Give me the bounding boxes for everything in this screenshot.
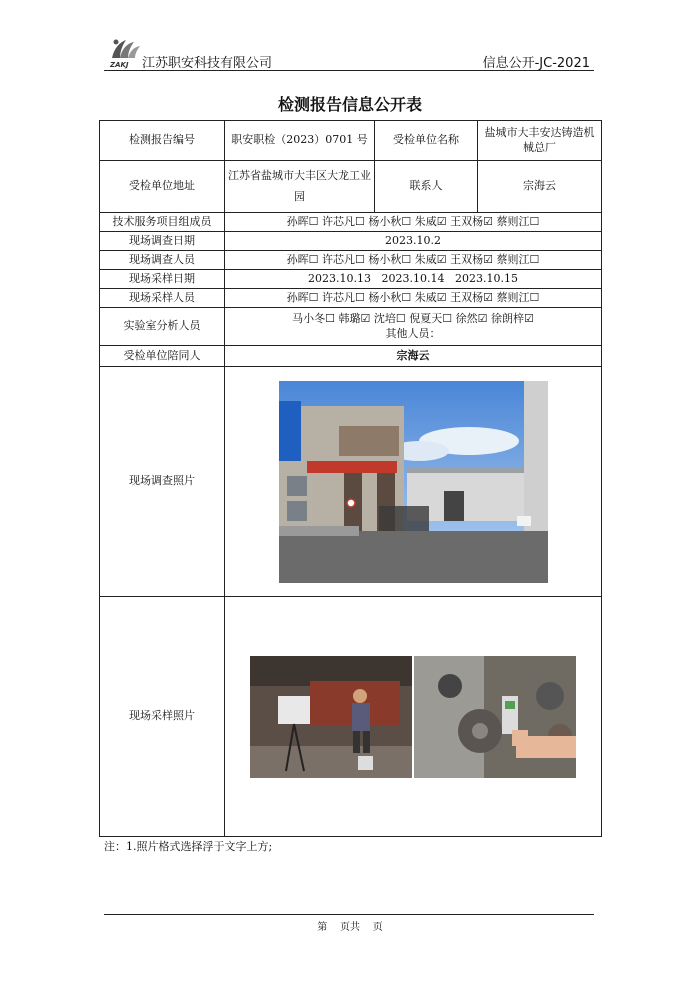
page-number-footer: 第 页共 页	[317, 922, 383, 933]
info-table	[99, 120, 602, 837]
sampling-photo-cell	[225, 597, 602, 837]
surveyors-value: 孙晖☐ 许芯凡☐ 杨小秋☐ 朱威☑ 王双杨☑ 蔡则江☐	[225, 251, 602, 270]
report-no-label: 检测报告编号	[100, 121, 225, 161]
svg-text:ZAKJ: ZAKJ	[110, 61, 129, 69]
company-name: 江苏职安科技有限公司	[142, 56, 273, 71]
survey-photo-label: 现场调查照片	[100, 367, 225, 597]
page-header	[104, 34, 592, 72]
document-code: 信息公开-JC-2021	[482, 56, 590, 71]
survey-date-value: 2023.10.2	[225, 232, 602, 251]
unit-name-value: 盐城市大丰安达铸造机械总厂	[478, 121, 602, 161]
team-label: 技术服务项目组成员	[100, 213, 225, 232]
team-value: 孙晖☐ 许芯凡☐ 杨小秋☐ 朱威☑ 王双杨☑ 蔡则江☐	[225, 213, 602, 232]
footnote: 注：1.照片格式选择浮于文字上方;	[104, 840, 273, 853]
header-divider	[104, 70, 594, 71]
samplers-value: 孙晖☐ 许芯凡☐ 杨小秋☐ 朱威☑ 王双杨☑ 蔡则江☐	[225, 289, 602, 308]
survey-photo-cell	[225, 367, 602, 597]
survey-photo-image	[279, 381, 548, 583]
unit-name-label: 受检单位名称	[375, 121, 478, 161]
lab-line-2: 其他人员：	[385, 326, 441, 340]
contact-value: 宗海云	[478, 161, 602, 213]
footer-divider	[104, 914, 594, 915]
address-value: 江苏省盐城市大丰区大龙工业园	[225, 161, 375, 213]
lab-value	[225, 308, 602, 346]
sampling-date-value: 2023.10.13 2023.10.14 2023.10.15	[225, 270, 602, 289]
contact-label: 联系人	[375, 161, 478, 213]
sampling-photo-label: 现场采样照片	[100, 597, 225, 837]
page-title: 检测报告信息公开表	[277, 95, 422, 114]
sampling-photo-image	[250, 656, 576, 778]
address-label: 受检单位地址	[100, 161, 225, 213]
escort-label: 受检单位陪同人	[100, 346, 225, 367]
escort-value: 宗海云	[225, 346, 602, 367]
report-no-value: 职安职检（2023）0701 号	[225, 121, 375, 161]
lab-line-1: 马小冬☐ 韩璐☑ 沈培☐ 倪夏天☐ 徐然☑ 徐朗梓☑	[292, 311, 534, 325]
surveyors-label: 现场调查人员	[100, 251, 225, 270]
sampling-date-label: 现场采样日期	[100, 270, 225, 289]
company-logo-icon	[104, 34, 144, 70]
lab-label: 实验室分析人员	[100, 308, 225, 346]
survey-date-label: 现场调查日期	[100, 232, 225, 251]
samplers-label: 现场采样人员	[100, 289, 225, 308]
